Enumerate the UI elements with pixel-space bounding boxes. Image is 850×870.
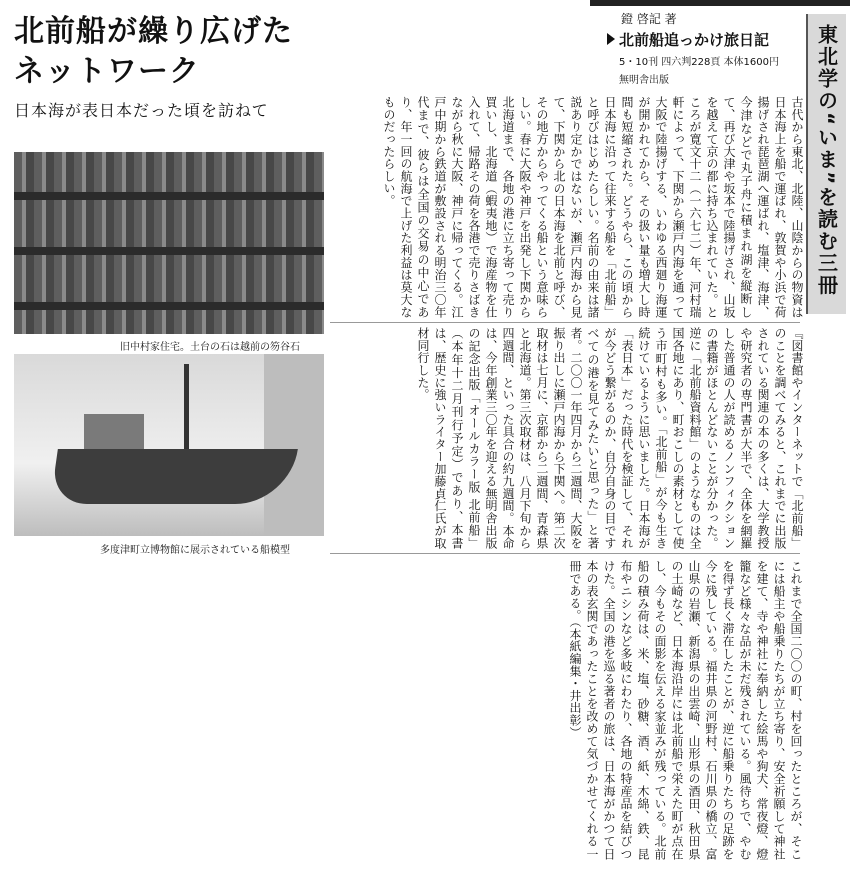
photo-ship-model	[14, 354, 324, 536]
article-column-1: 古代から東北、北陸、山陰からの物資は日本海上を船で運ばれ、敦賀や小浜で荷揚げされ琵琶湖へ運ばれ、塩津、海津、今津などで丸子舟に積まれ湖を縦断して、再び大津や坂本で陸揚げされ、山坂を越えて京の都に持ち込まれていた。ところが寛文十二（一六七二）年、河村瑞軒によって、下関から瀬戸内海を通って大阪で陸揚げする、いわゆる西廻り海運が開かれてから、その扱い量も増大し時間も短縮された。どうやら、この頃から日本海に沿って往来する船を「北前船」と呼びはじめたらしい。名前の由来は諸説あり定かではないが、瀬戸内海から見て、下関から北の日本海を北前と呼び、その地方からやってくる船という意味らしい。春に大阪や神戸を出発し下関から北海道まで、各地の港に立ち寄って売り買いし、北海道（蝦夷地）で海産物を仕入れて、帰路その荷を各港で売りさばきながら秋に大阪、神戸に帰ってくる。江戸中期から鉄道が敷設される明治三〇年代まで、彼らは全国の交易の中心であり、年一回の航海で上げた利益は莫大なものだったらしい。	[382, 96, 804, 318]
column-divider	[330, 553, 800, 554]
photo-beam	[14, 192, 324, 200]
photo1-caption: 旧中村家住宅。土台の石は越前の笏谷石	[120, 342, 300, 353]
photo2-caption: 多度津町立博物館に展示されている船模型	[100, 545, 290, 556]
column-divider	[330, 322, 800, 323]
article-column-3: これまで全国二〇〇の町、村を回ったところが、そこには船主や船乗りたちが立ち寄り、安全祈願して神社を建て、寺や神社に奉納した絵馬や狗犬、常夜燈、燈籠など様々な品が未だ残されている。風待ちで、やむを得ず長く滞在したことが、逆に船乗りたちの足跡を今に残している。福井県の河野村、石川県の橋立、富山県の岩瀬、新潟県の出雲崎、山形県の酒田、秋田県の土崎など、日本海沿岸には北前船で栄えた町が点在し、今もその面影を伝える家並みが残っている。北前船の積み荷は、米、塩、砂糖、酒、紙、木綿、鉄、昆布やニシンなど多岐にわたり、各地の特産品を結びつけた。全国の港を巡る著者の旅は、日本海がかつて日本の表玄関であったことを改めて気づかせてくれる一冊である。（本紙編集・井出彰）	[568, 560, 803, 860]
book-title: 北前船追っかけ旅日記	[619, 31, 770, 49]
photo-wall	[264, 354, 324, 536]
photo-nakamura-house	[14, 152, 324, 334]
book-author: 鐙 啓記 著	[621, 12, 677, 26]
book-title-row	[607, 29, 807, 50]
photo-mast	[184, 364, 189, 459]
book-meta: 5・10刊 四六判228頁 本体1600円	[619, 57, 779, 68]
triangle-bullet-icon	[607, 33, 615, 45]
series-banner	[806, 14, 846, 314]
headline-line2: ネットワーク	[14, 54, 200, 89]
series-banner-text: 東北学の“いま”を読む三冊	[814, 24, 839, 297]
photo-ship-hull	[50, 449, 298, 504]
book-info	[607, 10, 807, 86]
book-publisher: 無明舎出版	[619, 75, 669, 86]
top-rule	[590, 0, 850, 6]
article-column-2: 『図書館やインターネットで「北前船」のことを調べてみると、これまでに出版されている関連の本の多くは、大学教授や研究者の専門書が大半で、全体を網羅した普通の人が読めるノンフィクションの書籍がほとんどないことが分かった。逆に「北前船資料館」のようなものは全国各地にあり、町おこしの素材として使う市町村も多い。「北前船」が今も生き続けているように思いました。日本海が「表日本」だった時代を検証して、それが今どう繋がるのか、自分自身の目ですべての港を見てみたいと思った」と著者。二〇〇一年四月から二週間、大阪を振り出しに瀬戸内海から下関へ。第二次取材は七月に、京都から二週間、青森県と北海道。第三次取材は、八月下旬から四週間、といった具合の約九週間。本命は、今年創業三〇年を迎える無明舎出版の記念出版「オールカラー版 北前船」（本年十二月刊行予定）であり、本書は、歴史に強いライター加藤貞仁氏が取材同行した。	[416, 327, 804, 549]
headline-line1: 北前船が繰り広げた	[14, 14, 293, 49]
photo-ship-cabin	[84, 414, 144, 454]
photo-beam	[14, 247, 324, 255]
headline-subtitle: 日本海が表日本だった頃を訪ねて	[14, 101, 269, 120]
photo-beam	[14, 302, 324, 310]
